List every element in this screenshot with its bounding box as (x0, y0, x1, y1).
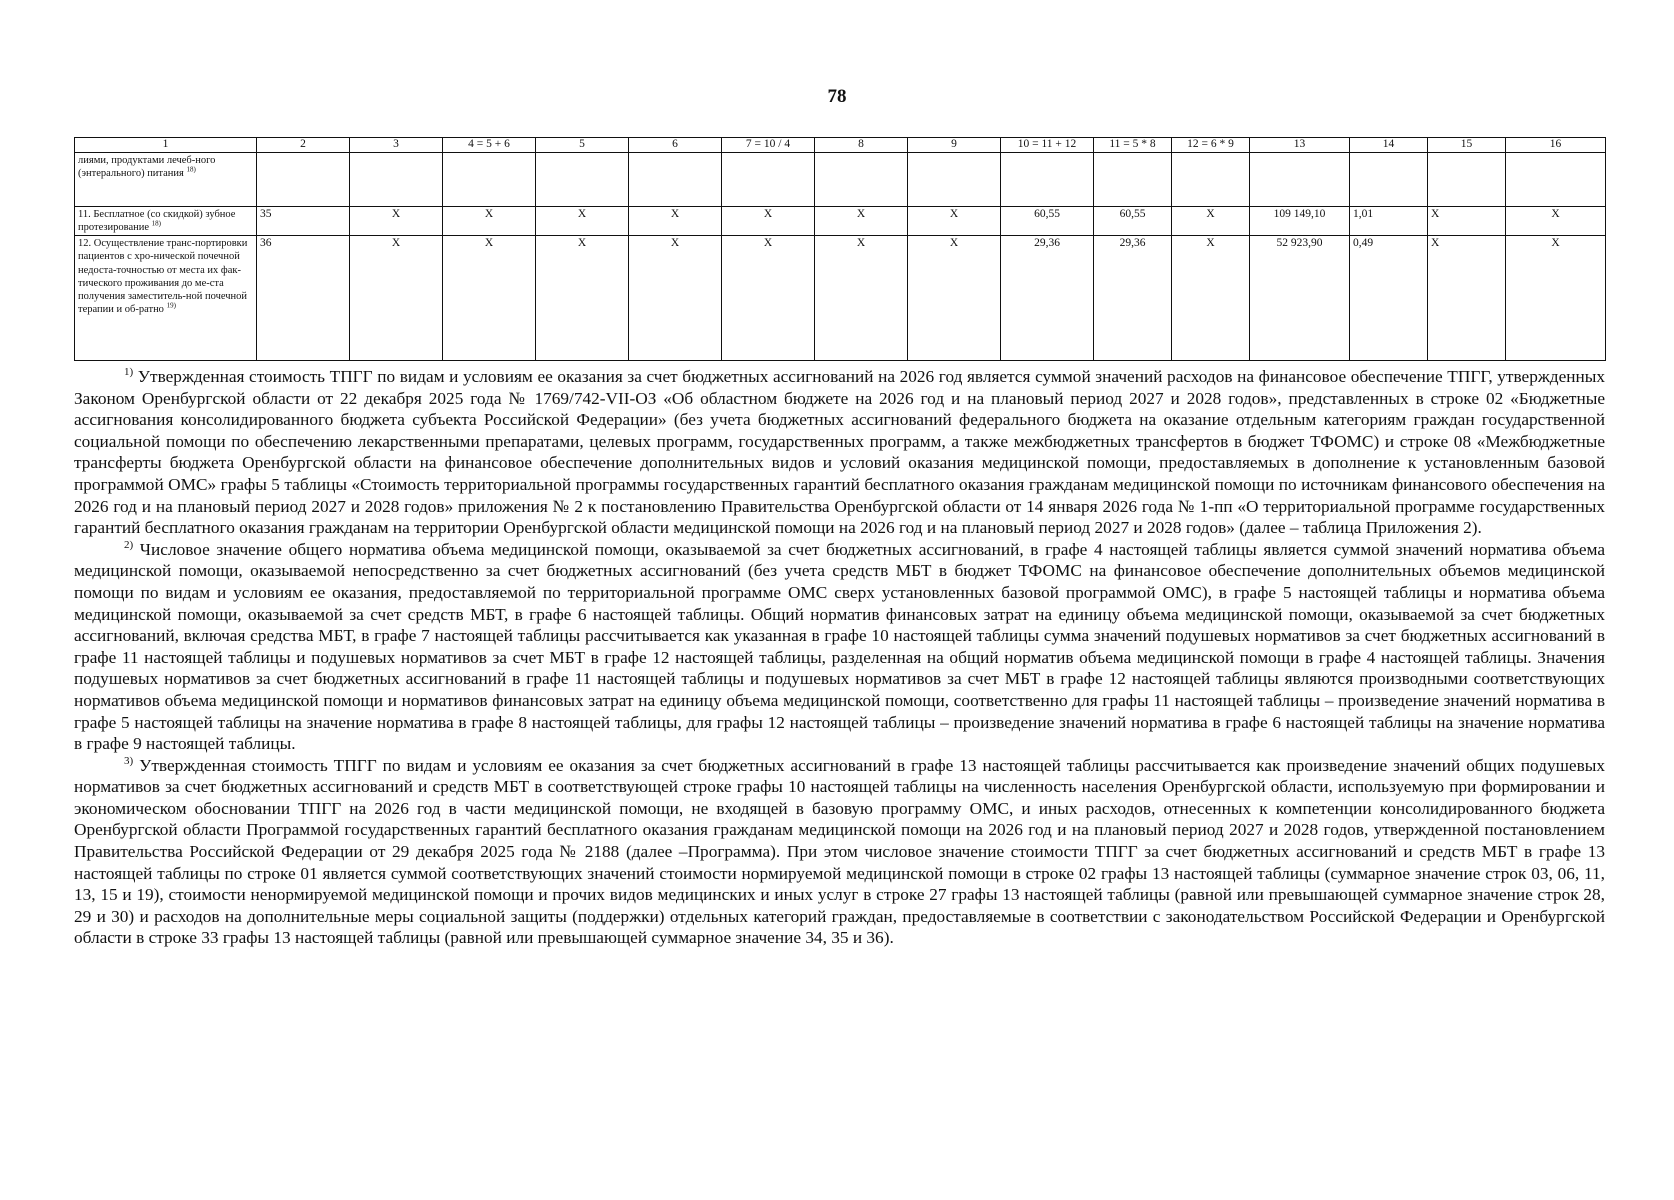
table-cell: X (722, 206, 815, 235)
table-cell: X (536, 236, 629, 361)
row-label: 12. Осуществление транс-портировки пациентов с хро-нической почечной недоста-точностью от места их фак-тического проживания до ме-ста получения заместитель-ной почечной терапии и об-ратно (78, 238, 248, 316)
footnote-paragraph (74, 366, 1605, 539)
table-row (75, 206, 1606, 235)
column-number-header: 3 (350, 138, 443, 153)
table-cell: 1,01 (1350, 206, 1428, 235)
table-cell: 36 (257, 236, 350, 361)
table-cell (629, 152, 722, 206)
column-number-header: 13 (1250, 138, 1350, 153)
table-cell (722, 152, 815, 206)
table-cell: 60,55 (1094, 206, 1172, 235)
column-number-header: 14 (1350, 138, 1428, 153)
table-cell: X (908, 206, 1001, 235)
table-row (75, 152, 1606, 206)
table-cell (257, 152, 350, 206)
table-cell: X (1506, 206, 1606, 235)
table-cell (536, 152, 629, 206)
row-label-cell (75, 206, 257, 235)
table-cell: X (1172, 206, 1250, 235)
row-label: лиями, продуктами лечеб-ного (энтерального) питания (78, 154, 216, 180)
table-cell (443, 152, 536, 206)
table-cell: X (1428, 206, 1506, 235)
footnote-number: 1) (124, 366, 134, 379)
table-cell (1172, 152, 1250, 206)
table-cell: 29,36 (1094, 236, 1172, 361)
column-number-header: 16 (1506, 138, 1606, 153)
table-cell: 0,49 (1350, 236, 1428, 361)
page-number: 78 (827, 86, 847, 107)
footnote-number: 2) (124, 538, 134, 551)
table-cell: X (908, 236, 1001, 361)
column-number-header: 12 = 6 * 9 (1172, 138, 1250, 153)
table-cell: X (815, 236, 908, 361)
footnote-marker: 19) (166, 301, 176, 310)
footnote-paragraph (74, 755, 1605, 949)
table-cell: X (629, 236, 722, 361)
column-number-header: 15 (1428, 138, 1506, 153)
table-cell (350, 152, 443, 206)
table-cell (1506, 152, 1606, 206)
row-label-cell (75, 236, 257, 361)
footnote-text: Утвержденная стоимость ТПГГ по видам и условиям ее оказания за счет бюджетных ассигнований в графе 13 настоящей таблицы рассчитывается как произведение значений общих подушевых нормативов за счет бюджетных ассигнований и средств МБТ в соответствующей строке графы 10 настоящей таблицы на численность населения Оренбургской области, используемую при формировании и экономическом обосновании ТПГГ на 2026 год в части медицинской помощи, не входящей в базовую программу ОМС, и иных расходов, отнесенных к компетенции консолидированного бюджета Оренбургской области Программой государственных гарантий бесплатного оказания гражданам медицинской помощи на 2026 год и на плановый период 2027 и 2028 годов, утвержденной постановлением Правительства Российской Федерации от 29 декабря 2025 года № 2188 (далее –Программа). При этом числовое значение стоимости ТПГГ за счет бюджетных ассигнований и средств МБТ в графе 13 настоящей таблицы по строке 01 является суммой соответствующих значений стоимости нормируемой медицинской помощи в строке 02 графы 13 настоящей таблицы (суммарное значение строк 03, 06, 11, 13, 15 и 19), стоимости ненормируемой медицинской помощи и прочих видов медицинских и иных услуг в строке 27 графы 13 настоящей таблицы (равной или превышающей суммарное значение строк 28, 29 и 30) и расходов на дополнительные меры социальной защиты (поддержки) отдельных категорий граждан, предоставляемые в соответствии с законодательством Российской Федерации и Оренбургской области в строке 33 графы 13 настоящей таблицы (равной или превышающей суммарное значение 34, 35 и 36). (74, 755, 1605, 948)
table-cell (1350, 152, 1428, 206)
footnote-paragraph (74, 539, 1605, 755)
table-cell: X (443, 236, 536, 361)
footnote-marker: 18) (151, 219, 161, 228)
footnote-number: 3) (124, 754, 134, 767)
data-table (74, 137, 1606, 361)
column-number-header: 6 (629, 138, 722, 153)
column-number-header: 9 (908, 138, 1001, 153)
table-cell: X (722, 236, 815, 361)
table-cell (1001, 152, 1094, 206)
table-cell: X (350, 206, 443, 235)
table-cell: X (1506, 236, 1606, 361)
column-number-header: 1 (75, 138, 257, 153)
column-number-header: 7 = 10 / 4 (722, 138, 815, 153)
table-cell: X (350, 236, 443, 361)
table-cell: X (536, 206, 629, 235)
table-cell: 29,36 (1001, 236, 1094, 361)
column-number-header: 11 = 5 * 8 (1094, 138, 1172, 153)
table-cell: X (1172, 236, 1250, 361)
table-cell: 60,55 (1001, 206, 1094, 235)
column-number-header: 2 (257, 138, 350, 153)
column-number-header: 5 (536, 138, 629, 153)
table-cell (908, 152, 1001, 206)
footnotes (74, 366, 1605, 949)
column-number-header: 10 = 11 + 12 (1001, 138, 1094, 153)
table-header-row (75, 138, 1606, 153)
table-cell: X (443, 206, 536, 235)
footnote-marker: 18) (186, 165, 196, 174)
table-cell: 35 (257, 206, 350, 235)
table-row (75, 236, 1606, 361)
column-number-header: 4 = 5 + 6 (443, 138, 536, 153)
footnote-text: Числовое значение общего норматива объема медицинской помощи, оказываемой за счет бюджетных ассигнований, в графе 4 настоящей таблицы является суммой значений норматива объема медицинской помощи, оказываемой непосредственно за счет бюджетных ассигнований (без учета средств МБТ в бюджет ТФОМС на финансовое обеспечение дополнительных объемов медицинской помощи по видам и условиям ее оказания, предоставляемой по территориальной программе ОМС сверх установленных базовой программой ОМС), в графе 5 настоящей таблицы и норматива объема медицинской помощи, оказываемой за счет средств МБТ, в графе 6 настоящей таблицы. Общий норматив финансовых затрат на единицу объема медицинской помощи, оказываемой за счет бюджетных ассигнований, включая средства МБТ, в графе 7 настоящей таблицы рассчитывается как указанная в графе 10 настоящей таблицы сумма значений подушевых нормативов за счет бюджетных ассигнований в графе 11 настоящей таблицы и подушевых нормативов за счет МБТ в графе 12 настоящей таблицы, разделенная на общий норматив объема медицинской помощи в графе 4 настоящей таблицы. Значения подушевых нормативов за счет бюджетных ассигнований в графе 11 настоящей таблицы и подушевых нормативов за счет МБТ в графе 12 настоящей таблицы являются производными соответствующих нормативов объема медицинской помощи и нормативов финансовых затрат на единицу объема медицинской помощи, соответственно для графы 11 настоящей таблицы – произведение значений норматива в графе 5 настоящей таблицы на значение норматива в графе 8 настоящей таблицы, для графы 12 настоящей таблицы – произведение значений норматива в графе 6 настоящей таблицы на значение норматива в графе 9 настоящей таблицы. (74, 539, 1605, 754)
table-cell (1250, 152, 1350, 206)
table-cell: X (815, 206, 908, 235)
row-label: 11. Бесплатное (со скидкой) зубное протезирование (78, 208, 236, 234)
row-label-cell (75, 152, 257, 206)
table-cell: 52 923,90 (1250, 236, 1350, 361)
table-cell: X (629, 206, 722, 235)
table-cell (1428, 152, 1506, 206)
table-cell (1094, 152, 1172, 206)
table-cell: X (1428, 236, 1506, 361)
footnote-text: Утвержденная стоимость ТПГГ по видам и условиям ее оказания за счет бюджетных ассигнований на 2026 год является суммой значений расходов на финансовое обеспечение ТПГГ, утвержденных Законом Оренбургской области от 22 декабря 2025 года № 1769/742-VII-ОЗ «Об областном бюджете на 2026 год и на плановый период 2027 и 2028 годов», представленных в строке 02 «Бюджетные ассигнования консолидированного бюджета субъекта Российской Федерации» (без учета бюджетных ассигнований федерального бюджета на оказание отдельным категориям граждан государственной социальной помощи по обеспечению лекарственными препаратами, целевых программ, государственных программ, а также межбюджетных трансфертов в бюджет ТФОМС) и строке 08 «Межбюджетные трансферты бюджета Оренбургской области на финансовое обеспечение дополнительных видов и условий оказания медицинской помощи, предоставляемых в дополнение к установленным базовой программой ОМС» графы 5 таблицы «Стоимость территориальной программы государственных гарантий бесплатного оказания гражданам медицинской помощи по источникам финансового обеспечения на 2026 год и на плановый период 2027 и 2028 годов» приложения № 2 к постановлению Правительства Оренбургской области от 14 января 2026 года № 1-пп «О территориальной программе государственных гарантий бесплатного оказания гражданам на территории Оренбургской области медицинской помощи на 2026 год и на плановый период 2027 и 2028 годов» (далее – таблица Приложения 2). (74, 367, 1605, 538)
table-cell: 109 149,10 (1250, 206, 1350, 235)
column-number-header: 8 (815, 138, 908, 153)
table-cell (815, 152, 908, 206)
